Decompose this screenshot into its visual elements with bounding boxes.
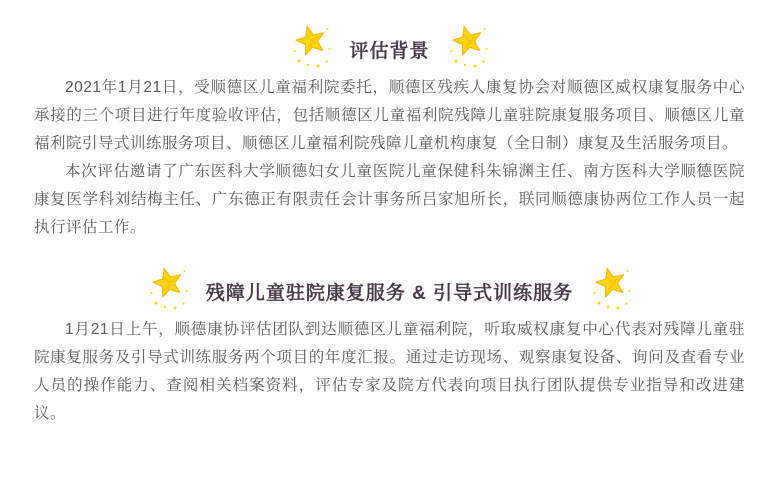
section-title: 残障儿童驻院康复服务 & 引导式训练服务: [205, 282, 574, 304]
section-title: 评估背景: [349, 40, 430, 62]
star-icon: [448, 22, 488, 68]
paragraph: 本次评估邀请了广东医科大学顺德妇女儿童医院儿童保健科朱锦渊主任、南方医科大学顺德医院康复医学科刘结梅主任、广东德正有限责任会计事务所吕家旭所长，联同顺德康协两位工作人员一起执行评估工作。: [34, 163, 745, 236]
star-icon: [291, 22, 331, 68]
section-heading-rehab-services: [34, 266, 745, 316]
paragraph: 1月21日上午，顺德康协评估团队到达顺德区儿童福利院，听取威权康复中心代表对残障儿童驻院康复服务及引导式训练服务两个项目的年度汇报。通过走访现场、观察康复设备、询问及查看专业人员的操作能力、查阅相关档案资料，评估专家及院方代表向项目执行团队提供专业指导和改进建议。: [34, 321, 745, 422]
paragraph: 2021年1月21日，受顺德区儿童福利院委托，顺德区残疾人康复协会对顺德区威权康复服务中心承接的三个项目进行年度验收评估，包括顺德区儿童福利院残障儿童驻院康复服务项目、顺德区儿童福利院引导式训练服务项目、顺德区儿童福利院残障儿童机构康复（全日制）康复及生活服务项目。: [34, 79, 745, 152]
section-heading-evaluation-background: [34, 24, 745, 74]
star-icon: [591, 264, 631, 310]
star-icon: [148, 264, 188, 310]
